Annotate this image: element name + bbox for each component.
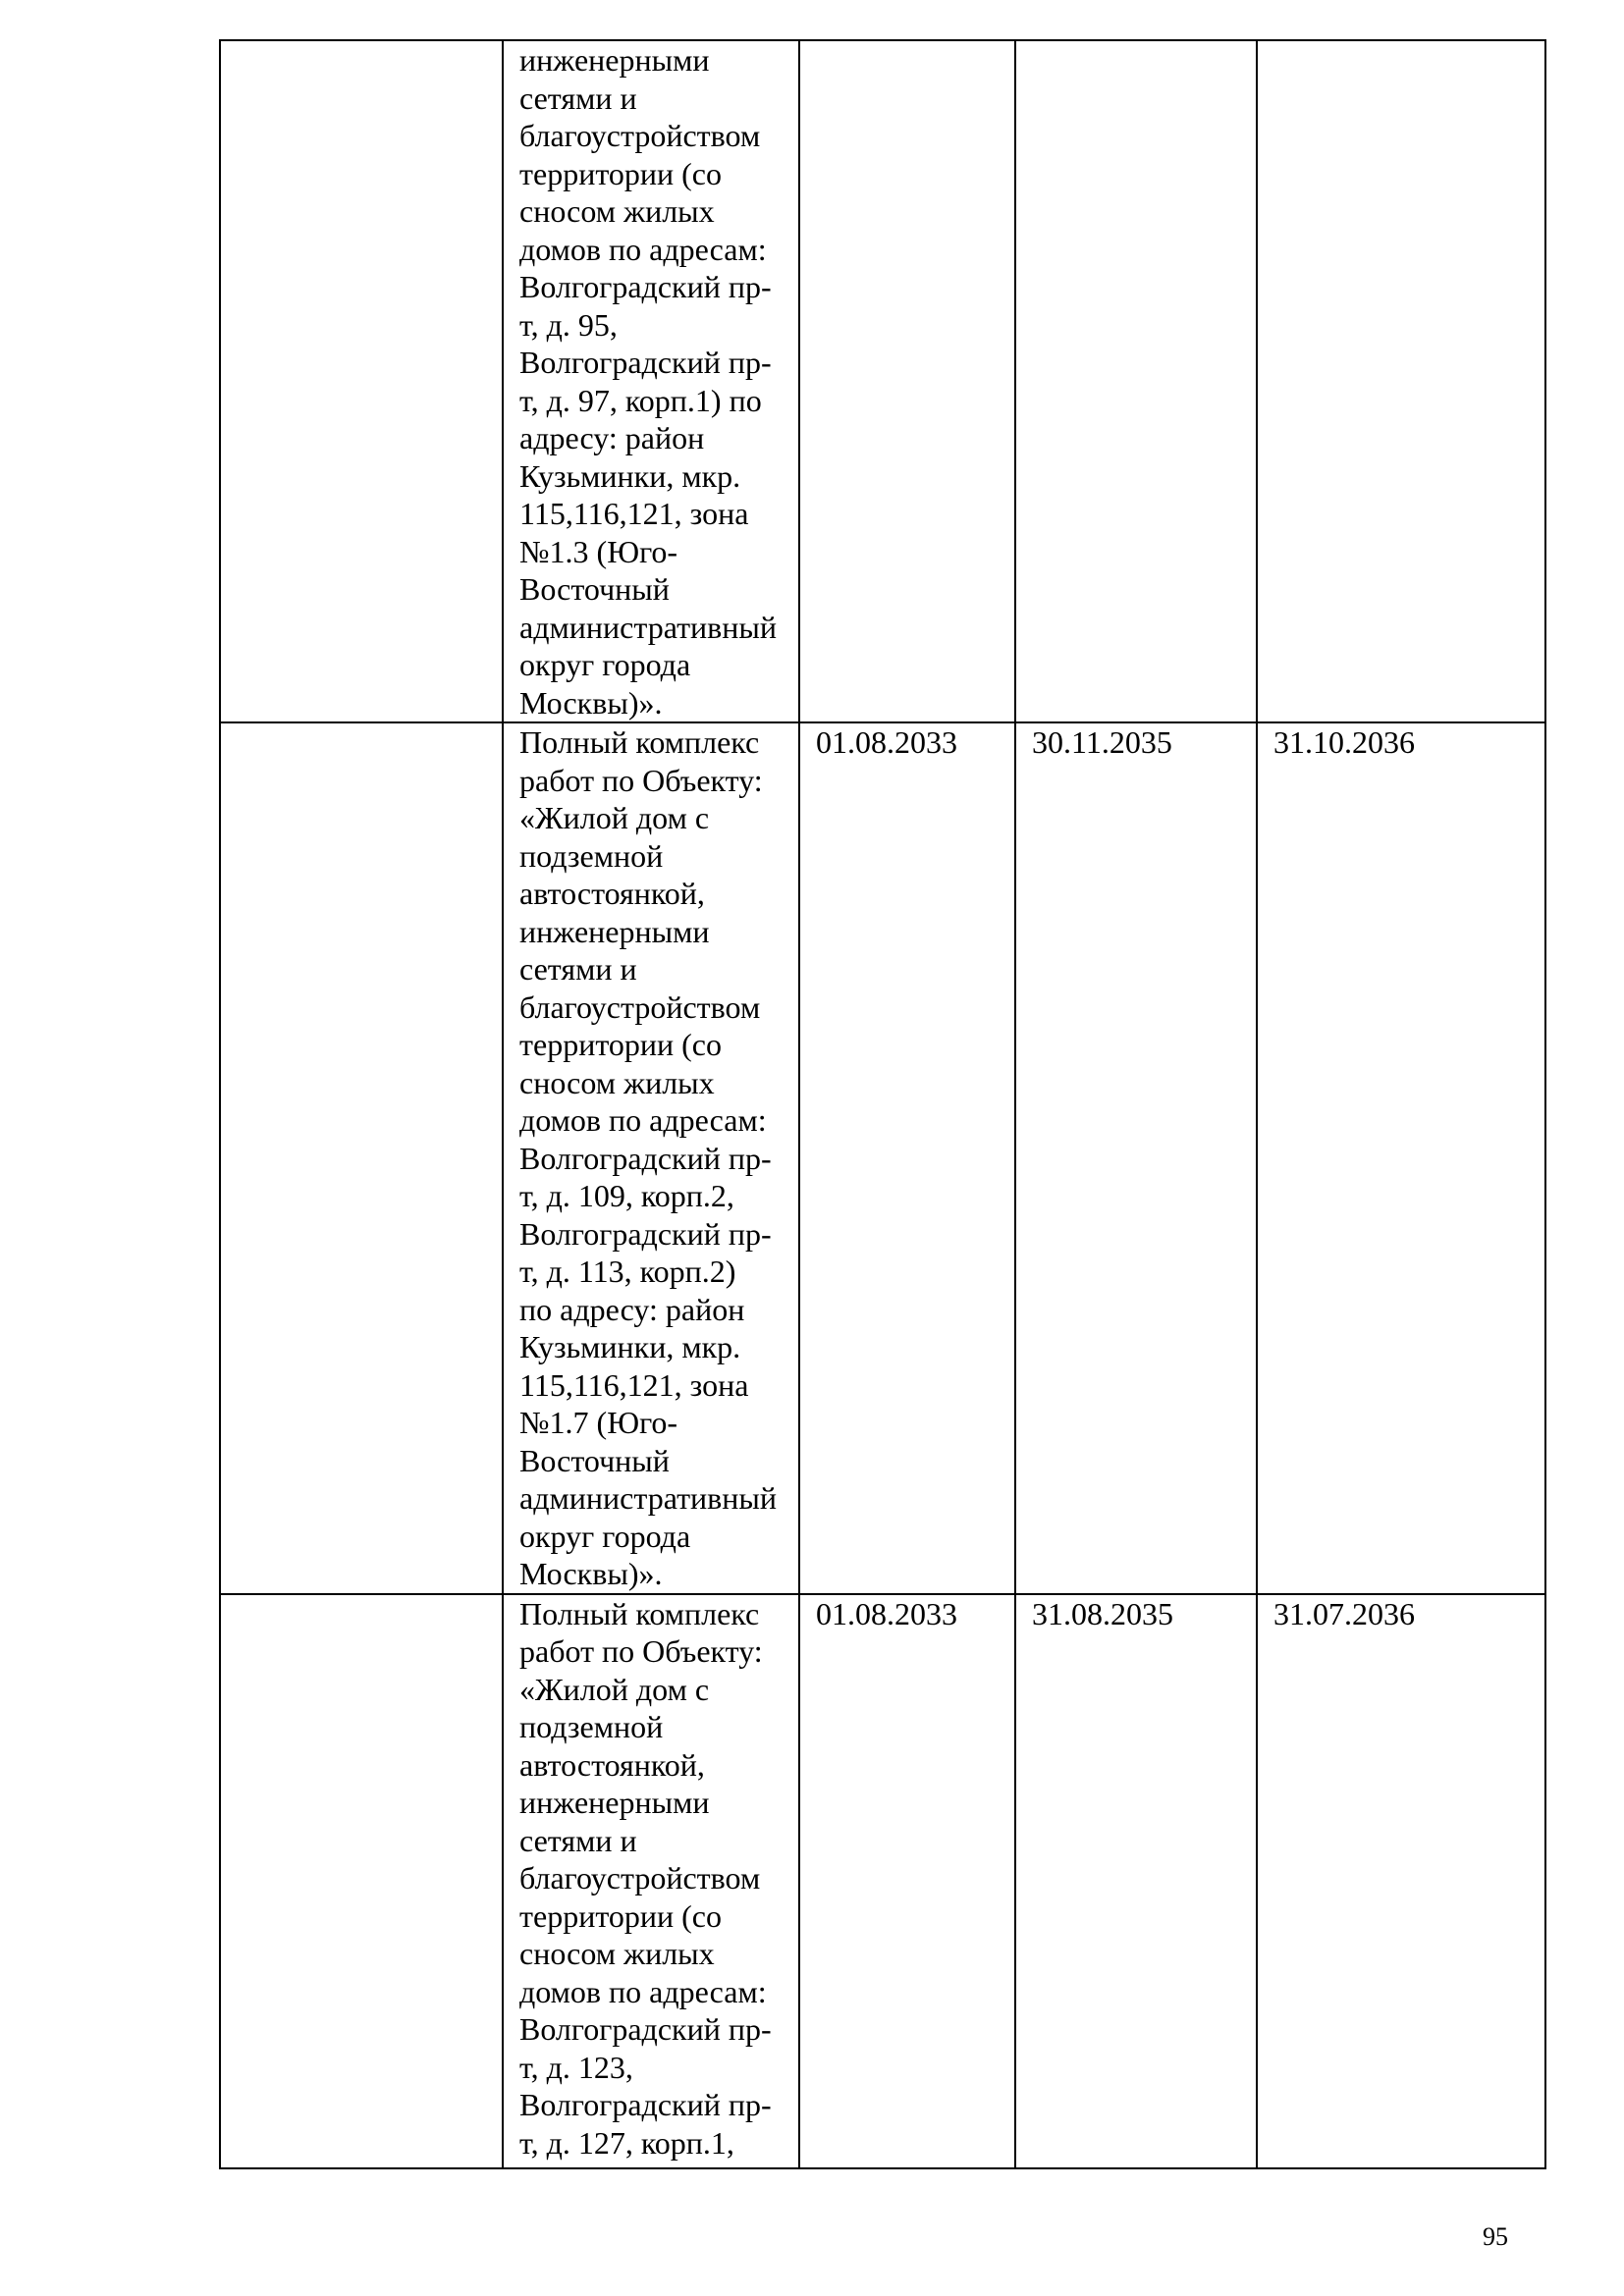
table-row <box>220 1594 1545 2168</box>
completion-date-cell <box>1015 40 1257 722</box>
schedule-table <box>219 39 1546 2169</box>
final-date-cell <box>1257 40 1545 722</box>
work-description-cell: Полный комплекс работ по Объекту: «Жилой дом с подземной автостоянкой, инженерными сетями и благоустройством территории (со сносом жилых домов по адресам: Волгоградский пр- т, д. 109, корп.2, Волгоградский пр- т, д. 113, корп.2) по адресу: район Кузьминки, мкр. 115,116,121, зона №1.7 (Юго- Восточный административный округ города Москвы)». <box>503 722 799 1594</box>
start-date-cell: 01.08.2033 <box>799 1594 1015 2168</box>
empty-cell <box>220 1594 503 2168</box>
completion-date-cell: 31.08.2035 <box>1015 1594 1257 2168</box>
work-description-cell: Полный комплекс работ по Объекту: «Жилой дом с подземной автостоянкой, инженерными сетями и благоустройством территории (со сносом жилых домов по адресам: Волгоградский пр- т, д. 123, Волгоградский пр- т, д. 127, корп.1, <box>503 1594 799 2168</box>
start-date-cell: 01.08.2033 <box>799 722 1015 1594</box>
empty-cell <box>220 40 503 722</box>
page-number: 95 <box>1483 2222 1508 2251</box>
table-row <box>220 40 1545 722</box>
table-row <box>220 722 1545 1594</box>
start-date-cell <box>799 40 1015 722</box>
final-date-cell: 31.10.2036 <box>1257 722 1545 1594</box>
empty-cell <box>220 722 503 1594</box>
completion-date-cell: 30.11.2035 <box>1015 722 1257 1594</box>
work-description-cell: инженерными сетями и благоустройством территории (со сносом жилых домов по адресам: Волгоградский пр- т, д. 95, Волгоградский пр- т, д. 97, корп.1) по адресу: район Кузьминки, мкр. 115,116,121, зона №1.3 (Юго- Восточный административный округ города Москвы)». <box>503 40 799 722</box>
final-date-cell: 31.07.2036 <box>1257 1594 1545 2168</box>
